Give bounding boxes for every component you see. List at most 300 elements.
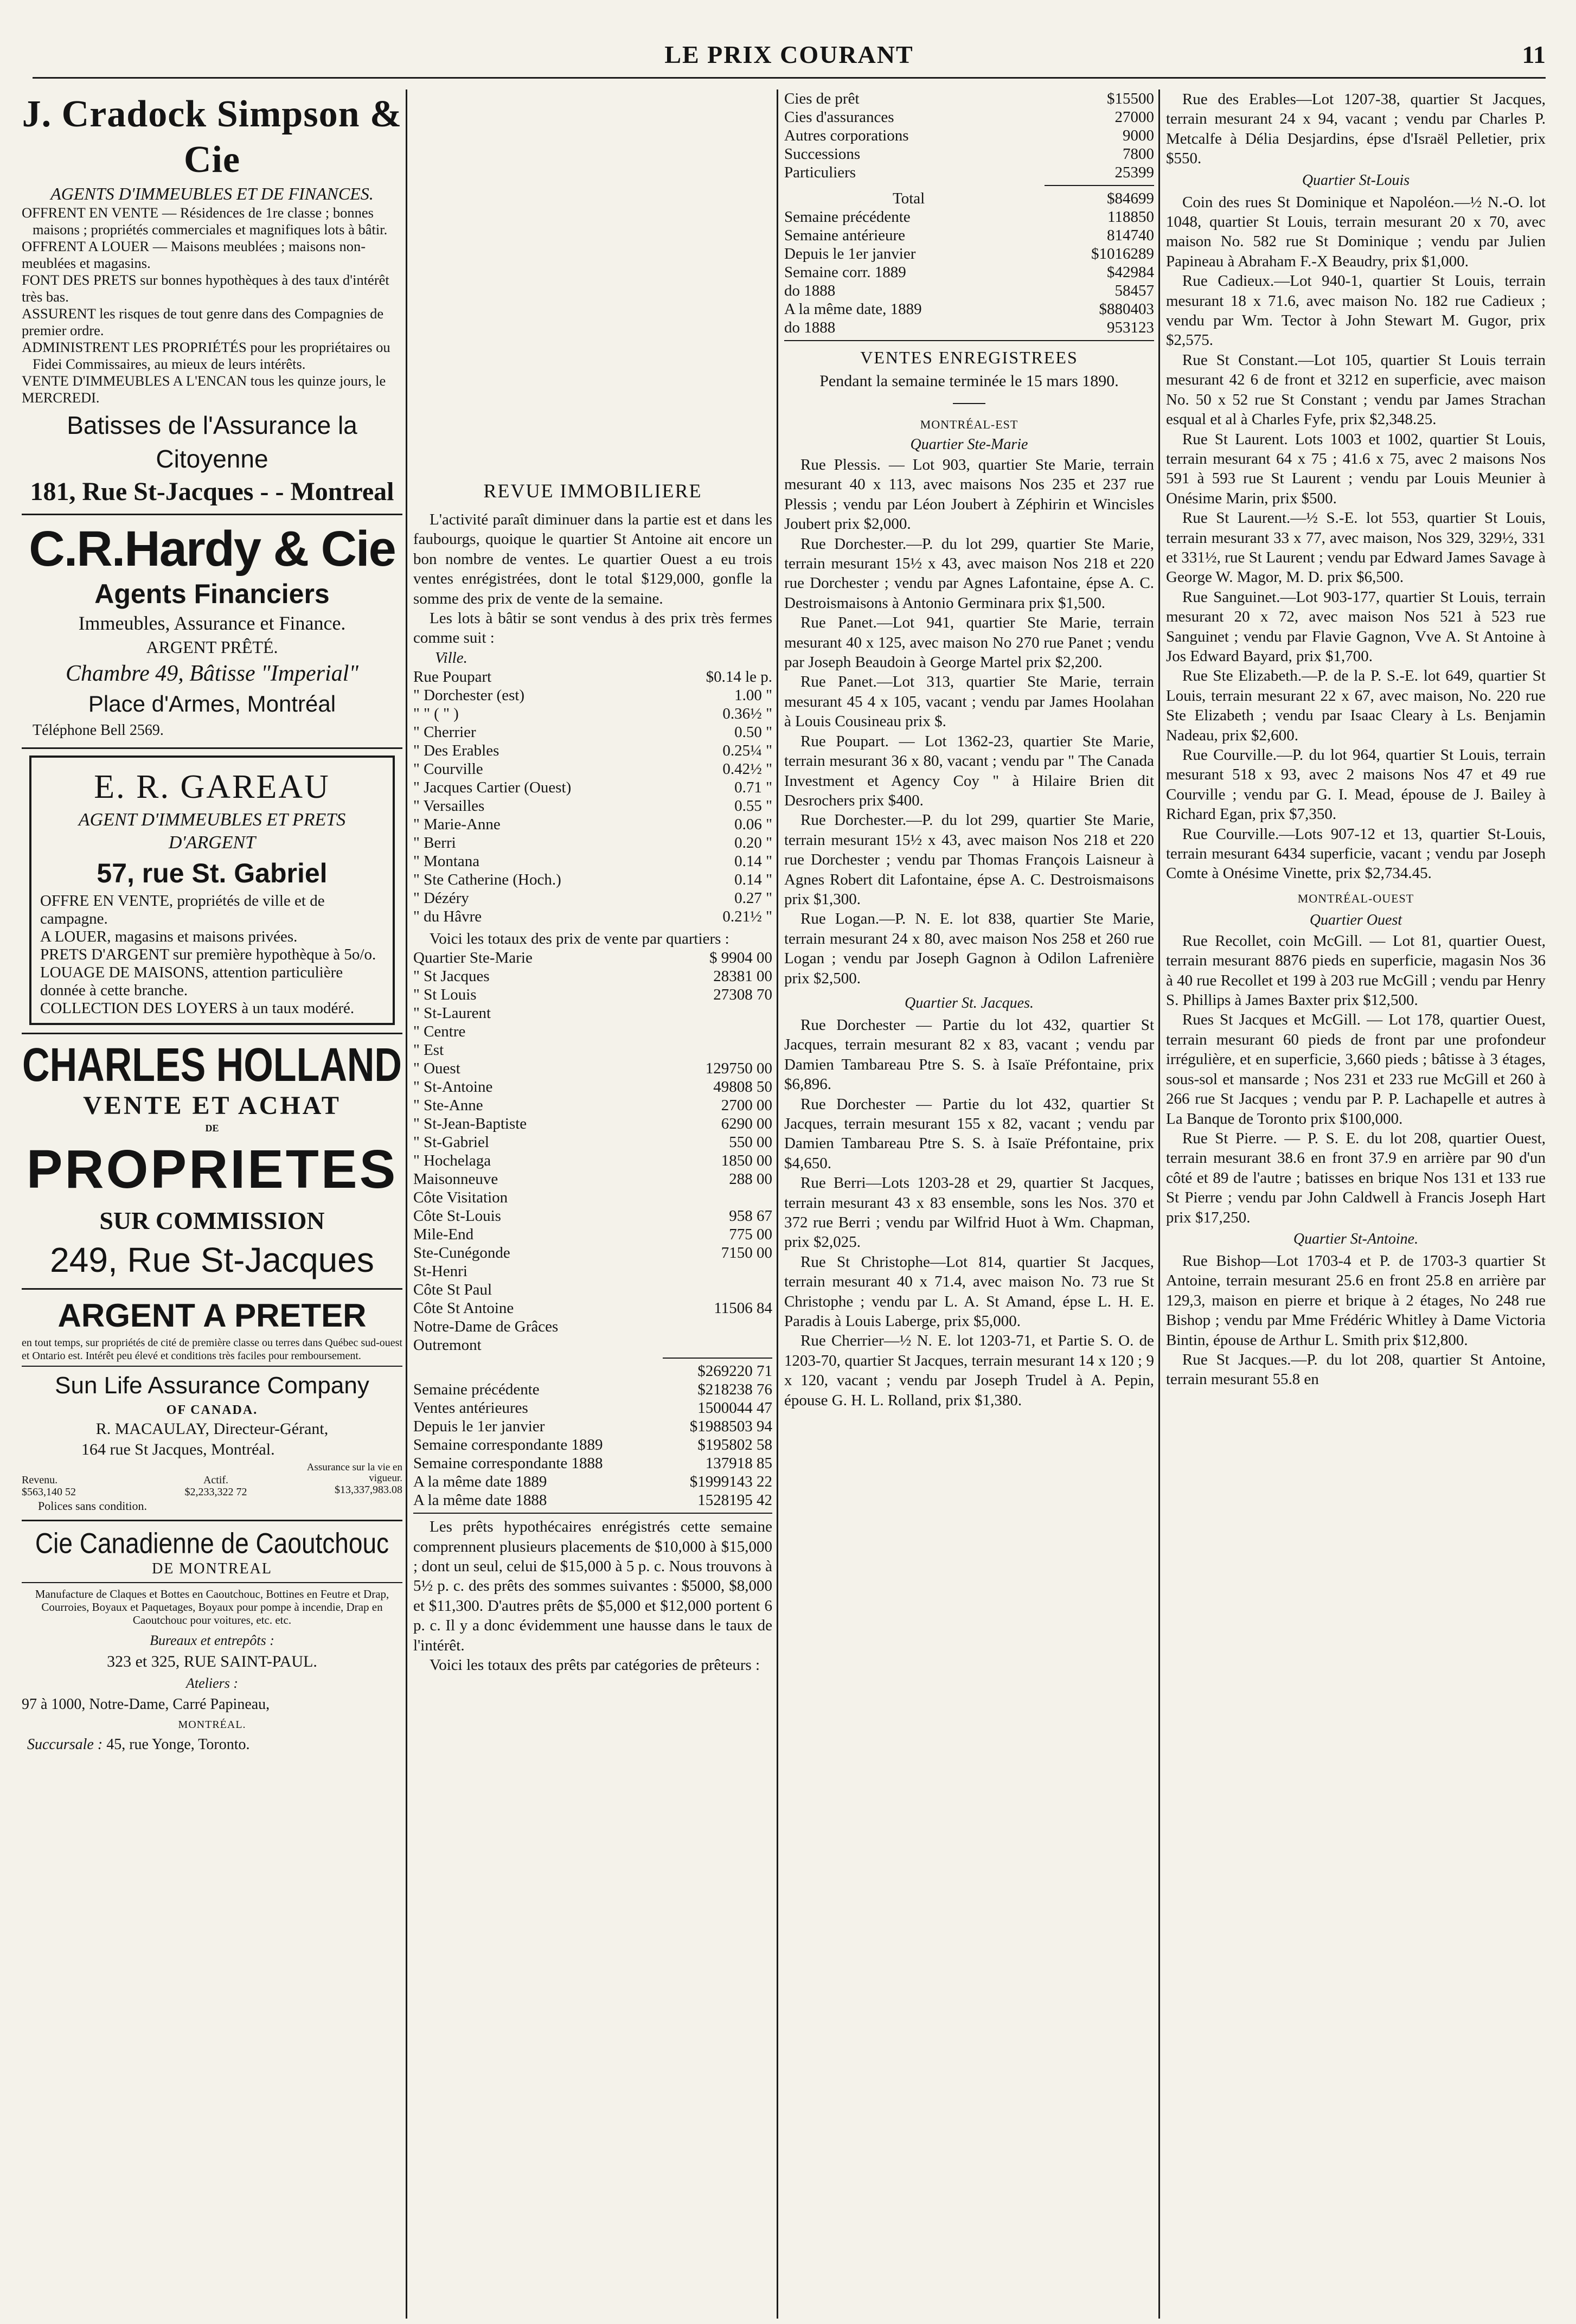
lot-price-row-label: " Berri: [413, 834, 456, 852]
ad-line: FONT DES PRETS sur bonnes hypothèques à des taux d'intérêt très bas.: [22, 272, 389, 305]
ad-note: Polices sans condition.: [38, 1499, 148, 1513]
section-title: REVUE IMMOBILIERE: [483, 480, 702, 502]
sale-entry: Rue Panet.—Lot 941, quartier Ste Marie, terrain mesurant 40 x 125, avec maison No 270 rue Panet ; vendu par Joseph Beaudoin à George Martel prix $2,200.: [784, 614, 1154, 671]
section-heading: MONTRÉAL-OUEST: [1297, 891, 1414, 905]
lot-price-row-value: 0.36½ ": [722, 705, 772, 722]
ad-text: en tout temps, sur propriétés de cité de première classe ou terres dans Québec sud-ouest et Ontario est. Intérêt peu élevé et conditions très faciles pour remboursement.: [22, 1337, 402, 1362]
quartier-total-row-label: Mile-End: [413, 1226, 474, 1244]
lot-price-row-value: 0.27 ": [734, 889, 772, 907]
totals-intro: Voici les totaux des prix de vente par quartiers :: [430, 930, 729, 947]
lot-price-row-label: " Cherrier: [413, 723, 476, 741]
divider: [1045, 185, 1154, 186]
quartier-heading: Quartier St-Antoine.: [1293, 1230, 1419, 1247]
ste-marie-sales: [784, 455, 1154, 988]
lender-summary-row-value: $1016289: [1091, 245, 1154, 263]
newspaper-title: LE PRIX COURANT: [664, 41, 914, 68]
divider: [22, 1582, 402, 1583]
sale-entry: Rue Dorchester.—P. du lot 299, quartier Ste Marie, terrain mesurant 15½ x 43, avec maison Nos 218 et 220 rue Dorchester ; vendu par Agnes Lafontaine, épse A. C. Destroismaisons à Antonio Germinara prix $1,500.: [784, 535, 1154, 612]
quartier-total-row: [413, 967, 772, 985]
lot-price-row-value: 0.50 ": [734, 723, 772, 741]
loans-paragraph: Les prêts hypothécaires enrégistrés cette semaine comprennent plusieurs placements de $10,000 à $15,000 ; dont un seul, celui de $15,000 à 5 p. c. Nous trouvons à 5½ p. c. des prêts des sommes suivantes : $5000, $8,000 et $11,300. D'autres prêts de $5,000 et $12,000 portent 6 p. c. Il y a donc évidemment une hausse dans le taux de l'intérêt.: [413, 1518, 772, 1654]
quartier-total-row-label: " St Jacques: [413, 968, 490, 985]
quartier-heading: Quartier St. Jacques.: [905, 994, 1034, 1011]
quartier-total-row-value: [659, 1317, 772, 1336]
ad-proprietes: PROPRIETES: [26, 1139, 398, 1200]
lender-summary-row: [784, 318, 1154, 337]
ad-ateliers: 97 à 1000, Notre-Dame, Carré Papineau,: [22, 1696, 270, 1713]
sale-entry: Rue St Christophe—Lot 814, quartier St Jacques, terrain mesurant 40 x 71.4, avec maison No. 73 rue St Christophe ; vendu par L. A. St Amand, épse L. H. E. Paradis à Louis Laberge, prix $5,000.: [784, 1253, 1154, 1330]
summary-row: [413, 1472, 772, 1491]
lender-row: [784, 108, 1154, 126]
ad-title: E. R. GAREAU: [94, 769, 330, 805]
sale-entry: Rue Panet.—Lot 313, quartier Ste Marie, terrain mesurant 45 4 x 105, vacant ; vendu par James Hoolahan à Louis Cousineau prix $.: [784, 673, 1154, 731]
ad-canada: OF CANADA.: [166, 1403, 258, 1417]
quartier-total-row-label: Ste-Cunégonde: [413, 1244, 510, 1262]
quartier-total-row: [413, 1262, 772, 1281]
quartier-total-row-label: " St-Gabriel: [413, 1134, 489, 1151]
lot-price-row-label: " Courville: [413, 760, 483, 778]
quartier-total-row: [413, 1188, 772, 1207]
lender-row-label: Cies de prêt: [784, 90, 860, 107]
quartier-total-row-label: " St Louis: [413, 986, 477, 1004]
lender-summary-row-value: 58457: [1114, 282, 1154, 299]
lender-row-value: 7800: [1123, 145, 1154, 163]
lender-row-label: Cies d'assurances: [784, 108, 894, 126]
lot-price-row: [413, 852, 772, 870]
quartier-total-row-label: " Centre: [413, 1023, 466, 1041]
short-rule: [953, 403, 985, 404]
lot-price-row-label: " Des Erables: [413, 741, 499, 759]
lot-price-row-value: 0.71 ": [734, 778, 772, 796]
sale-entry: Rue Berri—Lots 1203-28 et 29, quartier St Jacques, terrain mesurant 43 x 83 ensemble, sons les Nos. 370 et 372 rue Berri ; vendu par Wilfrid Huot à Wm. Chapman, prix $2,025.: [784, 1174, 1154, 1251]
figure-header: Revenu.: [22, 1474, 58, 1486]
ad-subtitle: AGENT D'IMMEUBLES ET PRETS D'ARGENT: [78, 810, 346, 853]
quartier-total-row: [413, 1207, 772, 1225]
ad-bureaux-label: Bureaux et entrepôts :: [150, 1632, 274, 1648]
lender-row: [784, 163, 1154, 182]
ad-chambre: Chambre 49, Bâtisse "Imperial": [65, 661, 358, 686]
lender-summary-row-label: Semaine antérieure: [784, 227, 906, 244]
quartier-total-row-value: [659, 1022, 772, 1041]
summary-row-value: $195802 58: [697, 1436, 772, 1454]
quartier-total-row-value: 28381 00: [713, 968, 772, 985]
ventes-continued-column: [1166, 89, 1546, 2313]
summary-row-label: A la même date 1889: [413, 1473, 547, 1491]
quartier-total-row-value: 49808 50: [713, 1078, 772, 1096]
quartier-total-row-label: Outremont: [413, 1336, 482, 1354]
quartier-heading: Quartier Ouest: [1309, 911, 1402, 929]
quartier-total-row-value: [659, 1004, 772, 1022]
sale-entry: Rue Dorchester — Partie du lot 432, quartier St Jacques, terrain mesurant 82 x 83, vacant ; vendu par Damien Tambareau Ptre S. S. à Isaïe Préfontaine, prix $6,896.: [784, 1016, 1154, 1093]
quartier-total-row-value: 2700 00: [721, 1097, 772, 1115]
lot-price-row-label: " Versailles: [413, 797, 485, 815]
lender-row-value: 9000: [1123, 127, 1154, 144]
ouest-sales: [1166, 931, 1546, 1227]
ad-services: [22, 204, 402, 406]
lot-price-row-label: " Jacques Cartier (Ouest): [413, 778, 572, 796]
sale-entry: Rue St Laurent. Lots 1003 et 1002, quartier St Louis, terrain mesurant 64 x 75 ; 41.6 x 75, avec 2 maisons Nos 591 à 593 rue St Laurent ; vendu par Louis Meunier à Onésime Marin, prix $500.: [1166, 430, 1546, 507]
lender-summary-row-label: Depuis le 1er janvier: [784, 245, 916, 263]
lender-summary-row-value: 953123: [1107, 319, 1154, 336]
summary-row-value: 137918 85: [705, 1455, 772, 1472]
ad-address: 164 rue St Jacques, Montréal.: [81, 1441, 275, 1458]
lender-row-label: Successions: [784, 145, 861, 163]
total-sum: $269220 71: [697, 1362, 772, 1380]
summary-row-label: Semaine correspondante 1888: [413, 1455, 603, 1472]
ad-title: CHARLES HOLLAND: [22, 1038, 402, 1091]
summary-row-label: A la même date 1888: [413, 1491, 547, 1509]
sale-entry: Rue Poupart. — Lot 1362-23, quartier Ste Marie, terrain mesurant 36 x 80, vacant ; vendu par " The Canada Investment et Agency Coy " à Hilaire Brien dit Desrochers prix $400.: [784, 732, 1154, 809]
divider: [22, 1288, 402, 1290]
sale-entry: Rue St Laurent.—½ S.-E. lot 553, quartier St Louis, terrain mesurant 33 x 77, avec maison, Nos 329, 329½, 331 et 331½, rue St Laurent ; vendu par Edward James Savage à George W. Magor, M. D. prix $6,500.: [1166, 509, 1546, 586]
lender-summary-row: [784, 245, 1154, 263]
lot-price-row: [413, 778, 772, 797]
lender-summary-row: [784, 208, 1154, 226]
lot-price-row-label: " Dorchester (est): [413, 686, 525, 704]
quartier-total-row-value: [659, 1336, 772, 1354]
sale-entry: Rue Cadieux.—Lot 940-1, quartier St Louis, terrain mesurant 18 x 71.6, avec maison No. 182 rue Cadieux ; vendu par Wm. Tector à John Stewart M. Gugor, prix $2,575.: [1166, 272, 1546, 349]
lender-summary-row: [784, 300, 1154, 318]
figure-value: $563,140 52: [22, 1486, 76, 1498]
lot-price-row-value: 0.06 ": [734, 815, 772, 833]
ventes-column: [784, 89, 1154, 2313]
quartier-total-row-label: " Est: [413, 1041, 444, 1059]
lot-price-row-value: 0.25¼ ": [722, 741, 772, 759]
page-header: [33, 39, 1546, 79]
quartier-total-row: [413, 1059, 772, 1078]
quartier-total-row: [413, 1041, 772, 1059]
sale-entry: Rue Ste Elizabeth.—P. de la P. S.-E. lot 649, quartier St Louis, terrain mesurant 22 x 67, avec maison, No. 220 rue Ste Elizabeth ; vendu par Isaac Cleary à Ls. Benjamin Nadeau, prix $2,600.: [1166, 667, 1546, 744]
lender-summary-row-value: $42984: [1107, 264, 1154, 281]
lenders-summary: [784, 208, 1154, 337]
st-jacques-sales: [784, 1015, 1154, 1410]
quartier-total-row-value: 6290 00: [721, 1115, 772, 1133]
quartier-total-row-value: 129750 00: [705, 1060, 772, 1078]
figure-value: $2,233,322 72: [184, 1486, 247, 1498]
summary-row-value: 1528195 42: [697, 1491, 772, 1509]
lender-row: [784, 126, 1154, 145]
summary-row-value: $218238 76: [697, 1381, 772, 1399]
ad-line: A LOUER, magasins et maisons privées.: [40, 928, 298, 945]
total-label: Total: [893, 190, 925, 207]
ad-text: Manufacture de Claques et Bottes en Caoutchouc, Bottines en Feutre et Drap, Courroies, Boyaux et Paquetages, Boyaux pour pompe à incendie, Drap en Caoutchouc pour voitures, etc. etc.: [35, 1587, 389, 1627]
summary-row-label: Ventes antérieures: [413, 1399, 528, 1417]
quartier-total-row-value: 7150 00: [721, 1244, 772, 1262]
lot-price-row-label: " Dézéry: [413, 889, 469, 907]
st-louis-sales: [1166, 193, 1546, 883]
column-divider: [777, 89, 778, 2319]
ad-title: Sun Life Assurance Company: [55, 1372, 369, 1399]
quartier-total-row-value: 1850 00: [721, 1152, 772, 1170]
lot-price-row: [413, 834, 772, 852]
quartier-total-row: [413, 1133, 772, 1151]
quartier-total-row-value: 11506 84: [714, 1299, 772, 1317]
sale-entry: Rue St Constant.—Lot 105, quartier St Louis terrain mesurant 42 6 de front et 3212 en superficie, avec maison No. 50 x 52 rue St Constant ; vendu par James Strachan esqual et al à Charles Fyfe, prix $2,348.25.: [1166, 351, 1546, 428]
figure-value: $13,337,983.08: [334, 1484, 402, 1496]
lot-price-row-value: 0.21½ ": [722, 907, 772, 925]
lender-row-label: Autres corporations: [784, 127, 909, 144]
quartier-total-row: [413, 1336, 772, 1354]
summary-row-value: $1999143 22: [689, 1473, 772, 1491]
ad-subtitle: Agents Financiers: [94, 579, 330, 609]
lot-price-row: [413, 815, 772, 834]
ad-line: LOUAGE DE MAISONS, attention particulière donnée à cette branche.: [40, 964, 343, 999]
lender-row-value: $15500: [1107, 90, 1154, 107]
quartier-heading: Quartier Ste-Marie: [910, 436, 1028, 453]
lender-row: [784, 89, 1154, 108]
sale-entry: Rue Dorchester — Partie du lot 432, quartier St Jacques, terrain mesurant 155 x 82, vacant ; vendu par Damien Tambareau Ptre S. S. à Isaïe Préfontaine, prix $4,650.: [784, 1095, 1154, 1172]
quartier-total-row-value: [659, 1281, 772, 1299]
ad-address: 57, rue St. Gabriel: [97, 858, 328, 888]
lender-row: [784, 145, 1154, 163]
lender-row-label: Particuliers: [784, 164, 856, 181]
quartier-total-row-label: Maisonneuve: [413, 1170, 498, 1188]
quartier-total-row-value: 775 00: [729, 1226, 772, 1244]
quartier-total-row-label: " St-Laurent: [413, 1004, 491, 1022]
lot-price-row: [413, 723, 772, 741]
sale-entry: Rue St Jacques.—P. du lot 208, quartier St Antoine, terrain mesurant 55.8 en: [1166, 1350, 1546, 1388]
quartier-total-row: [413, 1244, 772, 1262]
quartier-total-row-label: Côte Visitation: [413, 1189, 508, 1207]
lot-price-row: [413, 668, 772, 686]
gareau-ad: [29, 756, 395, 1025]
quartier-total-row: [413, 1115, 772, 1133]
lender-summary-row-label: Semaine corr. 1889: [784, 264, 906, 281]
lot-price-row: [413, 870, 772, 889]
lot-price-row-label: Rue Poupart: [413, 668, 492, 686]
figure-header: Assurance sur la vie en vigueur.: [306, 1462, 402, 1484]
ad-line: PRETS D'ARGENT sur première hypothèque à 5o/o.: [40, 946, 376, 963]
quartier-heading: Quartier St-Louis: [1302, 171, 1410, 189]
quartier-total-row: [413, 1317, 772, 1336]
quartier-total-row: [413, 1022, 772, 1041]
lot-price-row: [413, 760, 772, 778]
lender-summary-row-label: do 1888: [784, 282, 836, 299]
lot-price-row-label: " Montana: [413, 852, 480, 870]
hardy-ad: [22, 521, 402, 742]
ad-line: VENTE D'IMMEUBLES A L'ENCAN tous les quinze jours, le MERCREDI.: [22, 373, 386, 406]
column-divider: [1158, 89, 1160, 2319]
quartier-total-row-label: Notre-Dame de Grâces: [413, 1318, 559, 1336]
loans-categories-intro: Voici les totaux des prêts par catégories de prêteurs :: [430, 1656, 760, 1674]
summary-row: [413, 1417, 772, 1436]
ad-line: ADMINISTRENT LES PROPRIÉTÉS pour les propriétaires ou Fidei Commissaires, au mieux de leurs intérêts.: [22, 339, 390, 372]
divider: [784, 340, 1154, 341]
lot-price-row-label: " du Hâvre: [413, 907, 482, 925]
holland-ad: [22, 1040, 402, 1283]
cradock-simpson-ad: [22, 89, 402, 508]
ventes-subtitle: Pendant la semaine terminée le 15 mars 1890.: [819, 372, 1119, 390]
ad-ateliers-label: Ateliers :: [185, 1675, 239, 1691]
lender-summary-row: [784, 263, 1154, 281]
ad-city: DE MONTREAL: [152, 1560, 272, 1577]
sale-entry: Rues St Jacques et McGill. — Lot 178, quartier Ouest, terrain mesurant 60 pieds de front par une profondeur irrégulière, et en superficie, 3,660 pieds ; bâtisse à 3 étages, sous-sol et mansarde ; Nos 231 et 233 rue McGill et 260 à 266 rue St Jacques ; vendu par P. P. Lachapelle et autres à La Banque de Toronto prix $100,000.: [1166, 1011, 1546, 1128]
divider: [663, 1358, 772, 1359]
sale-entry: Rue Logan.—P. N. E. lot 838, quartier Ste Marie, terrain mesurant 24 x 80, avec maison Nos 258 et 260 rue Logan ; vendu par Joseph Gagnon à Odilon Lafrenière prix $2,500.: [784, 910, 1154, 987]
lender-summary-row-label: do 1888: [784, 319, 836, 336]
ad-commission: SUR COMMISSION: [99, 1207, 325, 1234]
quartier-total-row-label: " Ouest: [413, 1060, 460, 1078]
lot-price-row-value: 0.55 ": [734, 797, 772, 815]
sale-entry: Rue St Pierre. — P. S. E. du lot 208, quartier Ouest, terrain mesurant 38.6 en front 37.9 en arrière par 90 d'un côté et 89 de l'autre ; batisses en brique Nos 131 et 133 rue St Pierre ; vendu par John Caldwell à Francis Joseph Hart prix $17,250.: [1166, 1129, 1546, 1226]
ad-money: ARGENT PRÊTÉ.: [146, 637, 278, 657]
ad-city2: MONTRÉAL.: [178, 1719, 246, 1731]
sale-entry: Rue des Erables—Lot 1207-38, quartier St Jacques, terrain mesurant 24 x 94, vacant ; vendu par Charles P. Metcalfe à Délia Desjardins, épse d'Israël Pelletier, prix $550.: [1166, 91, 1546, 168]
ad-subtitle: AGENTS D'IMMEUBLES ET DE FINANCES.: [50, 184, 374, 203]
lot-price-row-value: 1.00 ": [734, 686, 772, 704]
quartier-total-row: [413, 1299, 772, 1317]
lender-summary-row: [784, 281, 1154, 300]
summary-row-value: $1988503 94: [689, 1418, 772, 1436]
summary-row-label: Semaine correspondante 1889: [413, 1436, 603, 1454]
divider: [413, 1513, 772, 1514]
ad-bureaux: 323 et 325, RUE SAINT-PAUL.: [107, 1653, 317, 1670]
st-antoine-sales: [1166, 1251, 1546, 1390]
sale-entry: Rue Plessis. — Lot 903, quartier Ste Marie, terrain mesurant 40 x 113, avec maisons Nos 235 et 237 rue Plessis ; vendu par Léon Joubert à Zéphirin et Wincisles Joubert prix $2,000.: [784, 456, 1154, 533]
summary-table: [413, 1380, 772, 1509]
quartier-total-row: [413, 1281, 772, 1299]
summary-row: [413, 1380, 772, 1399]
quartier-total-row-label: " Hochelaga: [413, 1152, 491, 1170]
erables-sales: [1166, 89, 1546, 169]
lot-price-row-label: " Ste Catherine (Hoch.): [413, 870, 561, 888]
divider: [22, 1520, 402, 1521]
quartier-total-row-value: [659, 1041, 772, 1059]
lot-price-row-value: 0.14 ": [734, 852, 772, 870]
lot-price-row-label: " Marie-Anne: [413, 815, 501, 833]
column-divider: [406, 89, 407, 2319]
total-table: [413, 1362, 772, 1380]
lots-table: [413, 668, 772, 926]
ventes-title: VENTES ENREGISTREES: [860, 348, 1078, 367]
quartier-total-row: [413, 1225, 772, 1244]
quartier-total-row-value: [659, 1188, 772, 1207]
quartier-total-row-value: 958 67: [729, 1207, 772, 1225]
section-heading: MONTRÉAL-EST: [920, 418, 1018, 431]
ad-services: Immeubles, Assurance et Finance.: [78, 612, 346, 634]
ville-label: Ville.: [435, 649, 467, 667]
lot-price-row-value: $0.14 le p.: [706, 668, 772, 686]
lots-intro: Les lots à bâtir se sont vendus à des prix très fermes comme suit :: [413, 610, 772, 647]
ad-line: OFFRENT A LOUER — Maisons meublées ; maisons non-meublées et magasins.: [22, 238, 366, 271]
quartier-total-row-value: 27308 70: [713, 986, 772, 1004]
summary-row-label: Semaine précédente: [413, 1381, 540, 1399]
quartier-total-row: [413, 1170, 772, 1188]
divider: [22, 747, 402, 749]
quartier-total-row-label: Côte St-Louis: [413, 1207, 501, 1225]
sale-entry: Rue Courville.—P. du lot 964, quartier St Louis, terrain mesurant 518 x 93, avec 2 maisons Nos 47 et 49 rue Courville ; vendu par G. I. Mead, épouse de J. Bailey à Richard Egan, prix $7,350.: [1166, 746, 1546, 823]
caoutchouc-ad: [22, 1527, 402, 1756]
ad-succursale: [22, 1734, 402, 1756]
sale-entry: Rue Recollet, coin McGill. — Lot 81, quartier Ouest, terrain mesurant 8876 pieds en superficie, magasin Nos 36 à 40 rue Recollet et 199 à 203 rue McGill ; vendu par Henry S. Phillips à James Baxter prix $12,500.: [1166, 932, 1546, 1009]
summary-row: [413, 1436, 772, 1454]
quartier-total-row: [413, 949, 772, 967]
page-number: 11: [1522, 41, 1546, 68]
ad-title: C.R.Hardy & Cie: [29, 521, 395, 577]
lender-summary-row-value: 814740: [1107, 227, 1154, 244]
lender-summary-row-value: 118850: [1107, 208, 1154, 226]
quartier-total-row-value: $ 9904 00: [709, 949, 772, 967]
lender-summary-row-label: Semaine précédente: [784, 208, 911, 226]
lot-price-row: [413, 907, 772, 926]
lender-summary-row-value: $880403: [1099, 300, 1154, 318]
lot-price-row-value: 0.20 ": [734, 834, 772, 852]
quartier-total-row-label: St-Henri: [413, 1263, 467, 1281]
lenders-table: [784, 89, 1154, 182]
lot-price-row: [413, 889, 772, 907]
quartier-total-row-value: [659, 1262, 772, 1281]
lot-price-row-value: 0.42½ ": [722, 760, 772, 778]
ad-line: ASSURENT les risques de tout genre dans des Compagnies de premier ordre.: [22, 305, 384, 338]
revue-column: [413, 477, 772, 2313]
intro-paragraph: L'activité paraît diminuer dans la partie est et dans les faubourgs, quoique le quartier St Antoine ait encore un bon nombre de ventes. Le quartier Ouest a eu trois ventes enrégistrées, dont le total $129,000, gonfle la somme des prix de vente de la semaine.: [413, 511, 772, 607]
sale-entry: Rue Dorchester.—P. du lot 299, quartier Ste Marie, terrain mesurant 15½ x 43, avec maison Nos 218 et 220 rue Dorchester ; vendu par Thomas François Laisneur à Agnes Robert dit Lafontaine, épse A. C. Destroismaisons prix $1,300.: [784, 811, 1154, 908]
summary-row-label: Depuis le 1er janvier: [413, 1418, 545, 1436]
sale-entry: Rue Bishop—Lot 1703-4 et P. de 1703-3 quartier St Antoine, terrain mesurant 25.6 en front 25.8 en arrière par 129,3, maison en pierre et brique à 2 étages, No 248 rue Bishop ; vendu par Mme Frédéric Whitley à Dame Victoria Bintin, épouse de Arthur L. Smith prix $12,800.: [1166, 1252, 1546, 1349]
quartier-total-row: [413, 1078, 772, 1096]
sale-entry: Coin des rues St Dominique et Napoléon.—½ N.-O. lot 1048, quartier St Louis, terrain mesurant 20 x 70, avec maison No. 582 rue St Dominique ; vendu par Julien Papineau à Abraham F.-X Beaudry, prix $1,000.: [1166, 193, 1546, 270]
ad-director: R. MACAULAY, Directeur-Gérant,: [95, 1420, 329, 1438]
lot-price-row: [413, 741, 772, 760]
summary-row: [413, 1399, 772, 1417]
divider: [22, 514, 402, 515]
quartier-total-row: [413, 1151, 772, 1170]
lot-price-row: [413, 686, 772, 705]
ad-subtitle: VENTE ET ACHAT: [83, 1091, 341, 1120]
quartier-total-row-label: " St-Antoine: [413, 1078, 493, 1096]
quartier-total-row-label: Quartier Ste-Marie: [413, 949, 533, 967]
quartier-total-row-label: Côte St Paul: [413, 1281, 492, 1299]
summary-row-value: 1500044 47: [697, 1399, 772, 1417]
sunlife-ad: [22, 1370, 402, 1514]
quartier-total-row-label: Côte St Antoine: [413, 1299, 514, 1317]
advertisements-column: [22, 89, 402, 2313]
ad-figures: [22, 1462, 402, 1498]
lot-price-row: [413, 797, 772, 815]
ad-line: OFFRENT EN VENTE — Résidences de 1re classe ; bonnes maisons ; propriétés commerciales et magnifiques lots à bâtir.: [22, 204, 388, 238]
ad-title: Cie Canadienne de Caoutchouc: [35, 1527, 389, 1559]
lender-row-value: 25399: [1114, 164, 1154, 181]
lenders-total: [784, 189, 1154, 208]
quartier-total-row: [413, 1004, 772, 1022]
ad-de: DE: [205, 1123, 219, 1134]
sale-entry: Rue Courville.—Lots 907-12 et 13, quartier St-Louis, terrain mesurant 6434 superficie, vacant ; vendu par Joseph Comte à Onésime Vinette, prix $2,734.45.: [1166, 825, 1546, 882]
quartier-total-row-value: 550 00: [729, 1134, 772, 1151]
summary-row: [413, 1491, 772, 1509]
ad-address: 181, Rue St-Jacques - - Montreal: [30, 477, 394, 506]
ad-title: J. Cradock Simpson & Cie: [22, 93, 402, 181]
total-value: $84699: [1107, 190, 1154, 207]
quartier-total-row-label: " Ste-Anne: [413, 1097, 483, 1115]
lot-price-row: [413, 705, 772, 723]
quartier-total-row-value: 288 00: [729, 1170, 772, 1188]
lot-price-row-value: 0.14 ": [734, 870, 772, 888]
ad-address: 249, Rue St-Jacques: [50, 1240, 374, 1279]
lender-summary-row-label: A la même date, 1889: [784, 300, 922, 318]
divider: [22, 1366, 402, 1367]
lot-price-row-label: " " ( " ): [413, 705, 459, 722]
sale-entry: Rue Cherrier—½ N. E. lot 1203-71, et Partie S. O. de 1203-70, quartier St Jacques, terrain mesurant 14 x 120 ; 9 x 120, vacant ; vendu par Joseph Trudel à A. Pepin, épouse G. H. L. Rolland, prix $1,380.: [784, 1332, 1154, 1409]
quartiers-table: [413, 949, 772, 1354]
quartier-total-row-label: " St-Jean-Baptiste: [413, 1115, 527, 1133]
sale-entry: Rue Sanguinet.—Lot 903-177, quartier St Louis, terrain mesurant 20 x 72, avec maison Nos 521 à 523 rue Sanguinet ; vendu par Flavie Gagnon, Vve A. St Antoine à Jos Edward Bayard, prix $1,700.: [1166, 588, 1546, 665]
succursale-address: 45, rue Yonge, Toronto.: [106, 1736, 250, 1753]
ad-place: Place d'Armes, Montréal: [88, 691, 336, 716]
ad-services: [40, 892, 384, 1017]
lender-summary-row: [784, 226, 1154, 245]
lender-row-value: 27000: [1114, 108, 1154, 126]
figure-header: Actif.: [203, 1474, 229, 1486]
